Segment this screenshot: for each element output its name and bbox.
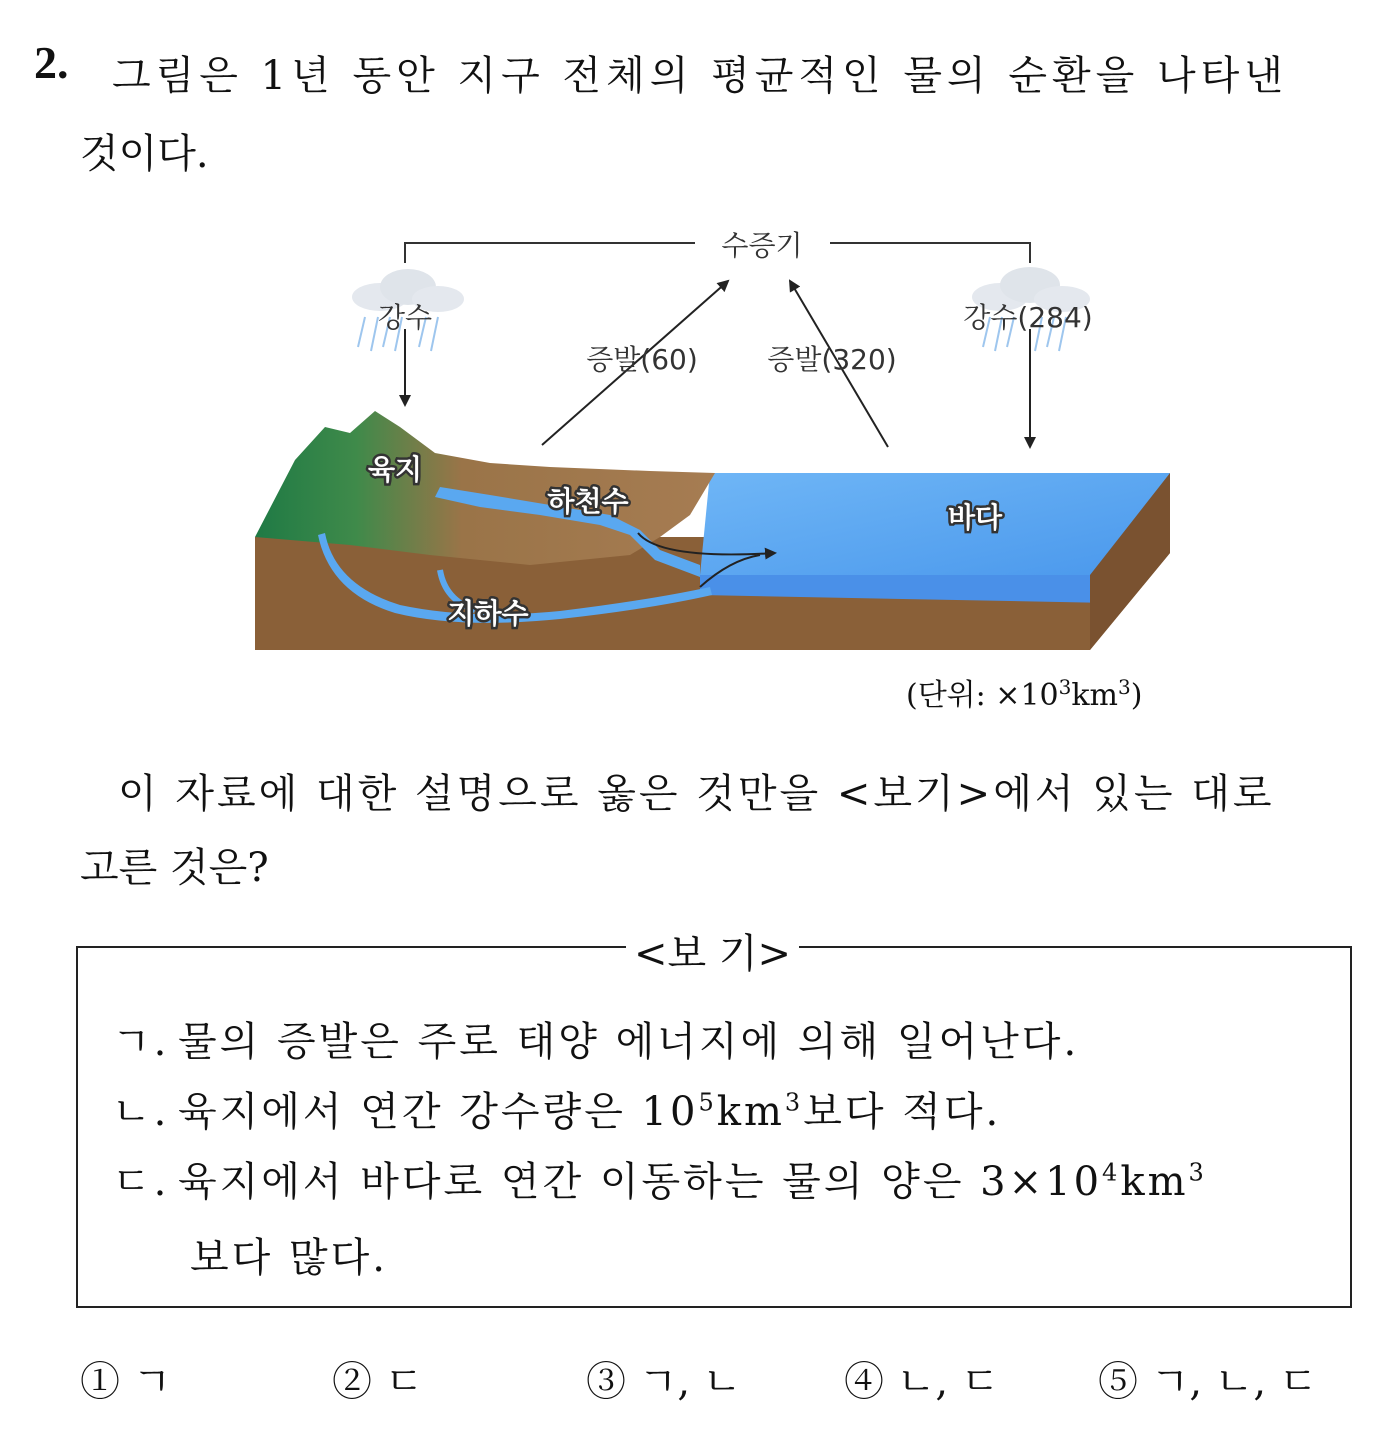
question-stem-line1: 그림은 1년 동안 지구 전체의 평균적인 물의 순환을 나타낸 <box>112 53 1288 99</box>
sea <box>700 473 1170 575</box>
vapor-bracket <box>405 243 1030 263</box>
groundwater-label: 지하수 <box>447 597 529 630</box>
precip-ocean-label: 강수(284) <box>963 301 1093 334</box>
sea-label: 바다 <box>947 501 1003 534</box>
bogi-item-b: ㄴ. 육지에서 연간 강수량은 $10^5km^3$보다 적다. <box>112 1088 1002 1135</box>
land-label: 육지 <box>367 453 423 486</box>
river-label: 하천수 <box>547 485 629 518</box>
choice-3[interactable]: ③ ㄱ, ㄴ <box>586 1359 742 1405</box>
bogi-title: <보 기> <box>626 922 799 979</box>
choice-4[interactable]: ④ ㄴ, ㄷ <box>844 1359 1000 1405</box>
choice-1[interactable]: ① ㄱ <box>80 1359 172 1405</box>
bogi-item-c: ㄷ. 육지에서 바다로 연간 이동하는 물의 양은 $3\times 10^4km^3$ <box>112 1158 1207 1205</box>
prompt-line2: 고른 것은? <box>80 845 269 891</box>
evap-ocean-label: 증발(320) <box>767 343 897 376</box>
vapor-label: 수증기 <box>721 229 803 262</box>
choice-2[interactable]: ② ㄷ <box>332 1359 424 1405</box>
evap-land-label: 증발(60) <box>586 343 698 376</box>
unit-note: (단위: $\times 10^3km^3$) <box>906 675 1143 713</box>
choice-5[interactable]: ⑤ ㄱ, ㄴ, ㄷ <box>1098 1359 1318 1405</box>
precip-land-label: 강수 <box>377 301 433 334</box>
question-number: 2. <box>34 37 69 88</box>
bogi-item-c-continued: 보다 많다. <box>190 1235 388 1281</box>
prompt-line1: 이 자료에 대한 설명으로 옳은 것만을 <보기>에서 있는 대로 <box>118 771 1275 817</box>
bogi-item-a: ㄱ. 물의 증발은 주로 태양 에너지에 의해 일어난다. <box>112 1019 1080 1065</box>
water-cycle-figure <box>230 215 1210 725</box>
question-stem-line2: 것이다. <box>80 131 209 177</box>
